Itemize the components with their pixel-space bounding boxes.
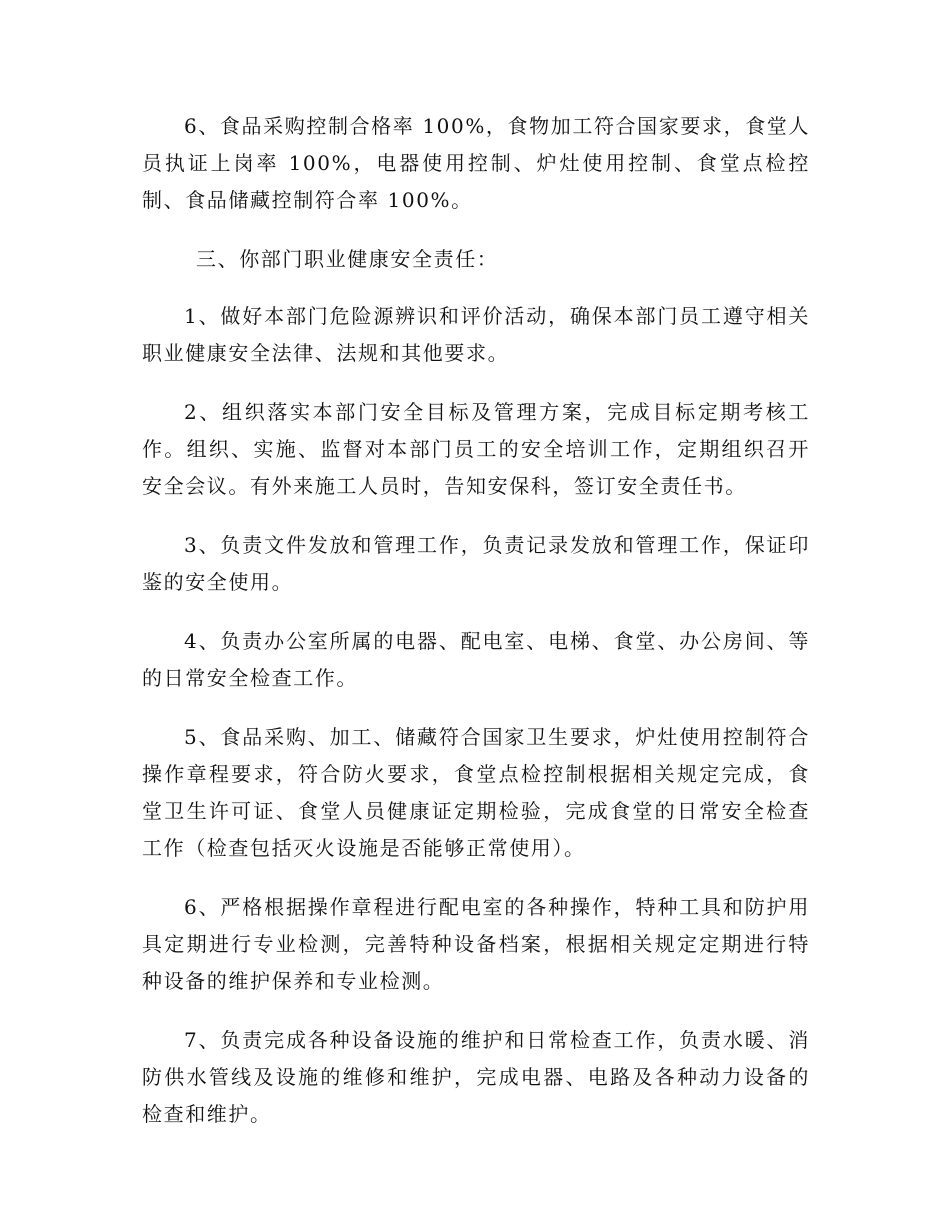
paragraph-item-4: 4、负责办公室所属的电器、配电室、电梯、食堂、办公房间、等的日常安全检查工作。 [142, 629, 810, 690]
paragraph-item-7: 7、负责完成各种设备设施的维护和日常检查工作，负责水暖、消防供水管线及设施的维修和维护，完成电器、电路及各种动力设备的检查和维护。 [142, 1028, 810, 1126]
paragraph-item-6-food: 6、食品采购控制合格率 100%，食物加工符合国家要求，食堂人员执证上岗率 100%，电器使用控制、炉灶使用控制、食堂点检控制、食品储藏控制符合率 100%。 [142, 114, 810, 212]
section-heading-3: 三、你部门职业健康安全责任： [196, 247, 499, 271]
paragraph-item-3: 3、负责文件发放和管理工作，负责记录发放和管理工作，保证印鉴的安全使用。 [142, 533, 810, 594]
paragraph-item-6: 6、严格根据操作章程进行配电室的各种操作，特种工具和防护用具定期进行专业检测，完善特种设备档案，根据相关规定定期进行特种设备的维护保养和专业检测。 [142, 895, 810, 993]
document-body [142, 108, 810, 1155]
paragraph-item-1: 1、做好本部门危险源辨识和评价活动，确保本部门员工遵守相关职业健康安全法律、法规和其他要求。 [142, 304, 810, 365]
paragraph-item-5: 5、食品采购、加工、储藏符合国家卫生要求，炉灶使用控制符合操作章程要求，符合防火要求，食堂点检控制根据相关规定完成，食堂卫生许可证、食堂人员健康证定期检验，完成食堂的日常安全检查工作（检查包括灭火设施是否能够正常使用）。 [142, 725, 810, 860]
paragraph-item-2: 2、组织落实本部门安全目标及管理方案，完成目标定期考核工作。组织、实施、监督对本部门员工的安全培训工作，定期组织召开安全会议。有外来施工人员时，告知安保科，签订安全责任书。 [142, 400, 810, 498]
